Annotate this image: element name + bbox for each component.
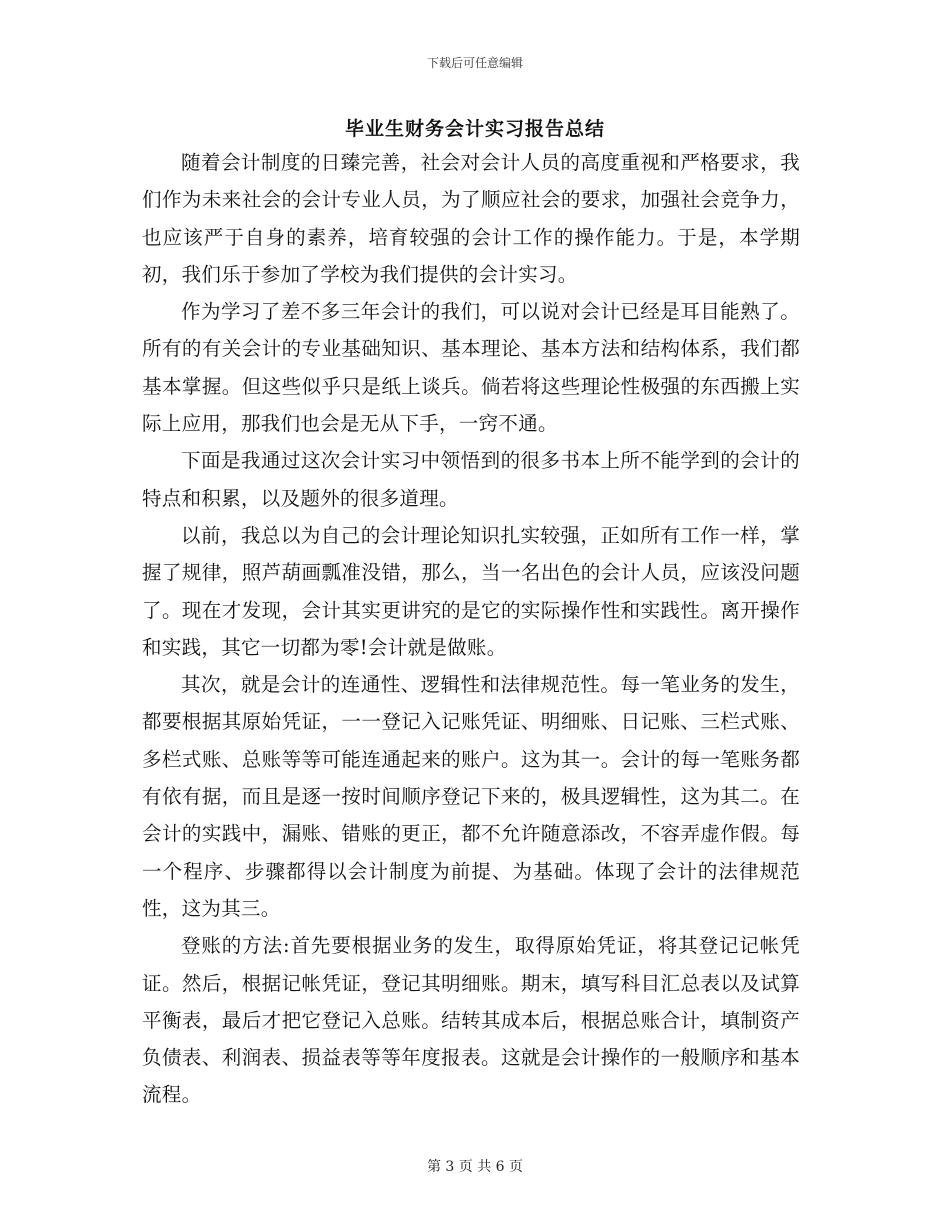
- document-body: [142, 144, 800, 1114]
- paragraph-5: 其次，就是会计的连通性、逻辑性和法律规范性。每一笔业务的发生，都要根据其原始凭证，一一登记入记账凭证、明细账、日记账、三栏式账、多栏式账、总账等等可能连通起来的账户。这为其一。会计的每一笔账务都有依有据，而且是逐一按时间顺序登记下来的，极具逻辑性，这为其二。在会计的实践中，漏账、错账的更正，都不允许随意添改，不容弄虚作假。每一个程序、步骤都得以会计制度为前提、为基础。体现了会计的法律规范性，这为其三。: [142, 673, 800, 920]
- page-number: 第 3 页 共 6 页: [426, 1159, 524, 1175]
- paragraph-3: 下面是我通过这次会计实习中领悟到的很多书本上所不能学到的会计的特点和积累，以及题外的很多道理。: [142, 449, 800, 510]
- header-note: 下载后可任意编辑: [426, 56, 523, 70]
- paragraph-6: 登账的方法:首先要根据业务的发生，取得原始凭证，将其登记记帐凭证。然后，根据记帐凭证，登记其明细账。期末，填写科目汇总表以及试算平衡表，最后才把它登记入总账。结转其成本后，根据总账合计，填制资产负债表、利润表、损益表等等年度报表。这就是会计操作的一般顺序和基本流程。: [142, 934, 800, 1107]
- paragraph-4: 以前，我总以为自己的会计理论知识扎实较强，正如所有工作一样，掌握了规律，照芦葫画瓢准没错，那么，当一名出色的会计人员，应该没问题了。现在才发现，会计其实更讲究的是它的实际操作性和实践性。离开操作和实践，其它一切都为零!会计就是做账。: [142, 523, 800, 659]
- paragraph-2: 作为学习了差不多三年会计的我们，可以说对会计已经是耳目能熟了。所有的有关会计的专业基础知识、基本理论、基本方法和结构体系，我们都基本掌握。但这些似乎只是纸上谈兵。倘若将这些理论性极强的东西搬上实际上应用，那我们也会是无从下手，一窍不通。: [142, 300, 800, 436]
- paragraph-1: 随着会计制度的日臻完善，社会对会计人员的高度重视和严格要求，我们作为未来社会的会计专业人员，为了顺应社会的要求，加强社会竞争力，也应该严于自身的素养，培育较强的会计工作的操作能力。于是，本学期初，我们乐于参加了学校为我们提供的会计实习。: [142, 151, 800, 286]
- document-title: 毕业生财务会计实习报告总结: [344, 118, 605, 140]
